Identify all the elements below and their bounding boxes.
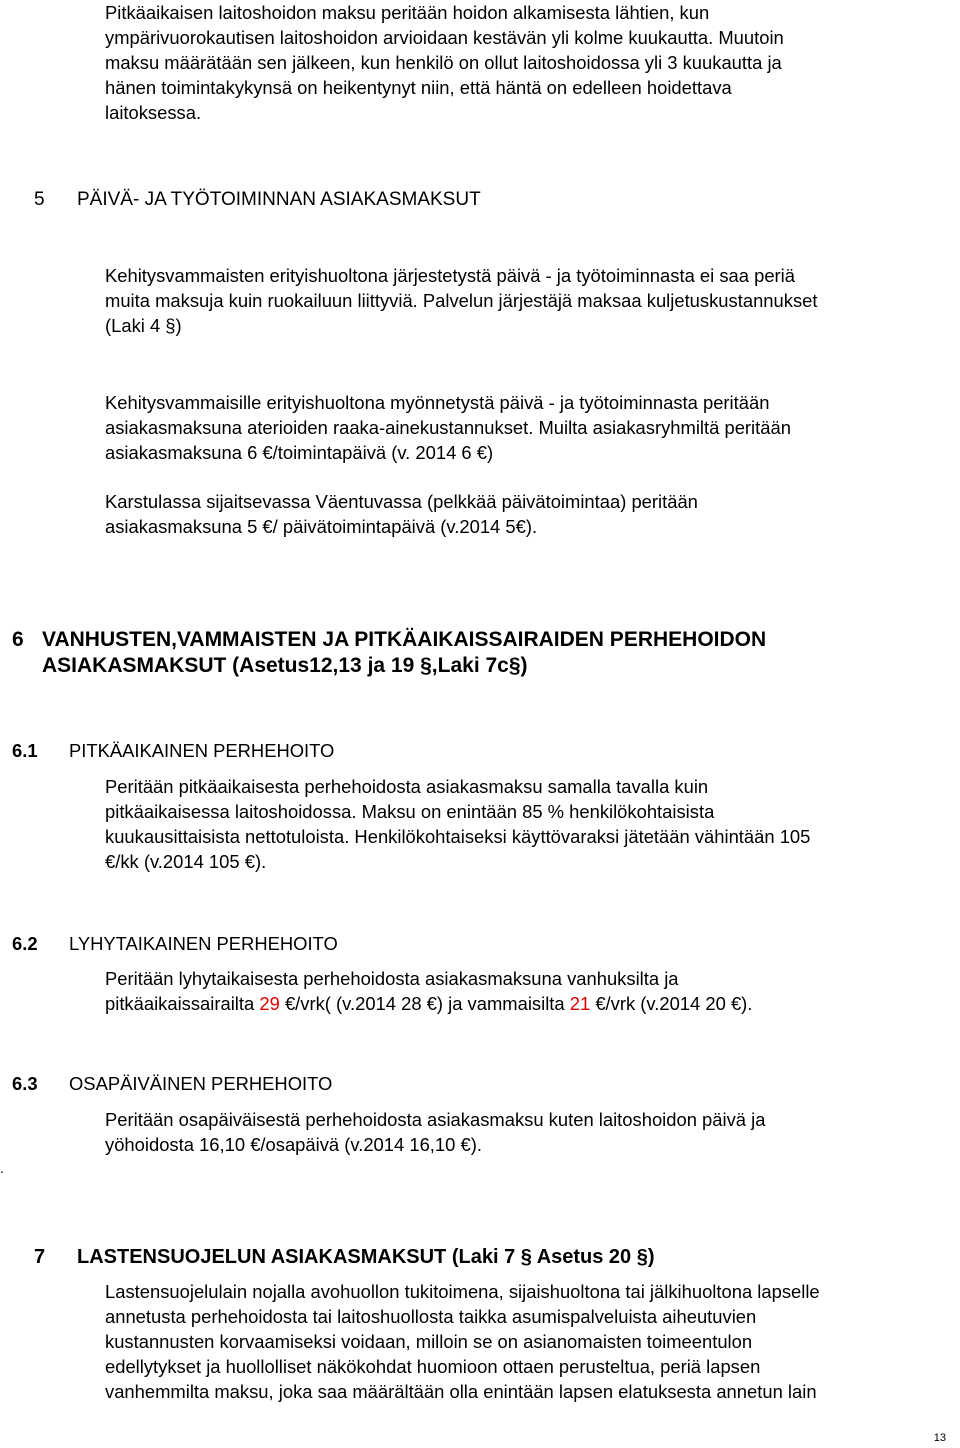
subsection-title: OSAPÄIVÄINEN PERHEHOITO xyxy=(69,1073,333,1094)
intro-line: maksu määrätään sen jälkeen, kun henkilö on ollut laitoshoidossa yli 3 kuukautta ja xyxy=(105,52,782,73)
paragraph-line: Peritään lyhytaikaisesta perhehoidosta asiakasmaksuna vanhuksilta ja xyxy=(105,968,679,989)
paragraph-line: asiakasmaksuna 5 €/ päivätoimintapäivä (v.2014 5€). xyxy=(105,516,538,537)
paragraph-line: Kehitysvammaisten erityishuoltona järjestetystä päivä - ja työtoiminnasta ei saa periä xyxy=(105,265,795,286)
paragraph-line: (Laki 4 §) xyxy=(105,315,182,336)
paragraph-line: €/kk (v.2014 105 €). xyxy=(105,851,267,872)
paragraph-line: asiakasmaksuna 6 €/toimintapäivä (v. 2014 6 €) xyxy=(105,442,494,463)
subsection-number: 6.3 xyxy=(12,1073,38,1094)
paragraph-line: asiakasmaksuna aterioiden raaka-ainekustannukset. Muilta asiakasryhmiltä peritään xyxy=(105,417,791,438)
highlighted-price: 29 xyxy=(259,993,280,1014)
paragraph-line: muita maksuja kuin ruokailuun liittyviä. Palvelun järjestäjä maksaa kuljetuskustannukset xyxy=(105,290,818,311)
paragraph-line: Peritään osapäiväisestä perhehoidosta asiakasmaksu kuten laitoshoidon päivä ja xyxy=(105,1109,766,1130)
intro-line: ympärivuorokautisen laitoshoidon arvioidaan kestävän yli kolme kuukautta. Muutoin xyxy=(105,27,784,48)
subsection-number: 6.2 xyxy=(12,933,38,954)
paragraph-line: Lastensuojelulain nojalla avohuollon tukitoimena, sijaishuoltona tai jälkihuoltona lapselle xyxy=(105,1281,820,1302)
intro-line: laitoksessa. xyxy=(105,102,202,123)
section-number: 6 xyxy=(12,628,24,651)
subsection-6-3-heading xyxy=(12,1071,333,1096)
paragraph-line: vanhemmilta maksu, joka saa määrältään olla enintään lapsen elatuksesta annetun lain xyxy=(105,1381,817,1402)
paragraph-line: kustannusten korvaamiseksi voidaan, milloin se on asianomaisten toimeentulon xyxy=(105,1331,753,1352)
page-number: 13 xyxy=(933,1432,946,1444)
paragraph-line: Karstulassa sijaitsevassa Väentuvassa (pelkkää päivätoimintaa) peritään xyxy=(105,491,698,512)
text-segment: €/vrk( (v.2014 28 €) ja vammaisilta xyxy=(279,993,570,1014)
paragraph-line: pitkäaikaisessa laitoshoidossa. Maksu on enintään 85 % henkilökohtaisista xyxy=(105,801,715,822)
paragraph-line: yöhoidosta 16,10 €/osapäivä (v.2014 16,10 €). xyxy=(105,1134,482,1155)
subsection-number: 6.1 xyxy=(12,740,38,761)
section-6-heading-line2: ASIAKASMAKSUT (Asetus12,13 ja 19 §,Laki 7c§) xyxy=(42,654,528,677)
text-segment: €/vrk (v.2014 20 €). xyxy=(590,993,753,1014)
subsection-title: LYHYTAIKAINEN PERHEHOITO xyxy=(69,933,338,954)
section-title: PÄIVÄ- JA TYÖTOIMINNAN ASIAKASMAKSUT xyxy=(77,189,481,210)
section-title: VANHUSTEN,VAMMAISTEN JA PITKÄAIKAISSAIRAIDEN PERHEHOIDON xyxy=(42,628,767,651)
section-7-heading xyxy=(34,1245,655,1270)
subsection-6-2-heading xyxy=(12,931,338,956)
text-segment: pitkäaikaissairailta xyxy=(105,993,260,1014)
section-5-heading xyxy=(34,187,481,212)
section-number: 7 xyxy=(34,1246,46,1268)
paragraph-line: Kehitysvammaisille erityishuoltona myönnetystä päivä - ja työtoiminnasta peritään xyxy=(105,392,770,413)
paragraph-line: Peritään pitkäaikaisesta perhehoidosta asiakasmaksu samalla tavalla kuin xyxy=(105,776,709,797)
paragraph-line: edellytykset ja huollolliset näkökohdat huomioon ottaen perusteltua, periä lapsen xyxy=(105,1356,761,1377)
section-number: 5 xyxy=(34,189,45,210)
intro-line: hänen toimintakykynsä on heikentynyt niin, että häntä on edelleen hoidettava xyxy=(105,77,732,98)
paragraph-line: kuukausittaisista nettotuloista. Henkilökohtaiseksi käyttövaraksi jätetään vähintään 105 xyxy=(105,826,811,847)
highlighted-price: 21 xyxy=(569,993,591,1014)
paragraph-line xyxy=(105,991,752,1016)
subsection-title: PITKÄAIKAINEN PERHEHOITO xyxy=(69,740,335,761)
section-6-heading xyxy=(12,627,767,653)
paragraph-line: annetusta perhehoidosta tai laitoshuollosta taikka asumispalveluista aiheutuvien xyxy=(105,1306,757,1327)
margin-mark: . xyxy=(0,1160,4,1176)
subsection-6-1-heading xyxy=(12,738,335,763)
intro-line: Pitkäaikaisen laitoshoidon maksu peritään hoidon alkamisesta lähtien, kun xyxy=(105,2,710,23)
section-title: LASTENSUOJELUN ASIAKASMAKSUT (Laki 7 § Asetus 20 §) xyxy=(77,1246,655,1268)
